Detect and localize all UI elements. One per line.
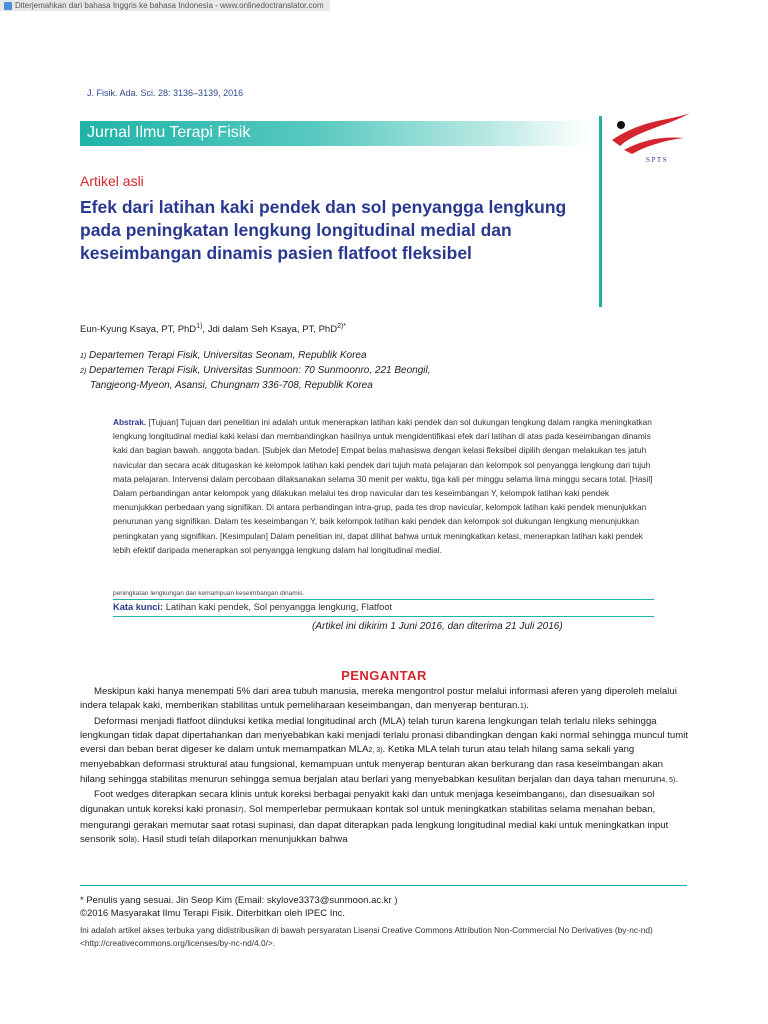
author-2-affil: 2)*	[337, 323, 347, 330]
affiliations	[80, 349, 431, 393]
authors	[80, 323, 346, 335]
paragraph-3	[80, 788, 688, 848]
author-separator: ,	[202, 324, 208, 336]
ref-8: 8)	[130, 836, 137, 844]
copyright: ©2016 Masyarakat Ilmu Terapi Fisik. Diterbitkan oleh IPEC Inc.	[80, 908, 346, 919]
ref-4-5: 4, 5)	[661, 776, 676, 784]
author-1-affil: 1)	[196, 323, 203, 330]
ref-2-3: 2, 3)	[368, 747, 383, 755]
keywords-label: Kata kunci:	[113, 602, 164, 612]
logo-swoosh-lower	[624, 138, 684, 155]
ref-7: 7)	[237, 807, 244, 815]
footnote-rule	[80, 885, 687, 886]
paragraph-3-text-b: , dan disesuaikan sol digunakan untuk koreksi kaki pronasi	[80, 789, 655, 816]
affil-2-number: 2)	[80, 368, 87, 375]
keywords	[113, 602, 392, 612]
abstract	[113, 415, 656, 557]
ref-6: 6)	[558, 792, 565, 800]
author-1: Eun-Kyung Ksaya, PT, PhD	[80, 324, 197, 336]
paragraph-2-text-a: Deformasi menjadi flatfoot diinduksi ketika medial longitudinal arch (MLA) telah turun karena lengkungan telah terlalu rileks sehingga lengkungan tidak dapat dipertahankan dan menyebabkan kaki menjadi terlalu pronasi dibandingkan dengan kaki normal sehingga muncul tumit eversi dan beban berat digeser ke dalam untuk memampatkan MLA	[80, 715, 689, 756]
paragraph-3-text-d: . Hasil studi telah dilaporkan menunjukkan bahwa	[136, 833, 348, 845]
corresponding-author: * Penulis yang sesuai. Jin Seop Kim (Email: skylove3373@sunmoon.ac.kr )	[80, 895, 398, 906]
translator-banner[interactable]	[0, 0, 330, 11]
paragraph-2-text-b: . Ketika MLA telah turun atau telah hilang sama sekali yang menyebabkan deformasi struktural atau fungsional, kemampuan untuk menyerap benturan akan berkurang dan rasa keseimbangan akan hilang sehingga stabilitas menurun sehingga semua berjalan atau berlari yang menyebabkan kesulitan berjalan dan daya tahan menurun	[80, 744, 663, 785]
translator-banner-text[interactable]: Diterjemahkan dari bahasa Inggris ke bahasa Indonesia - www.onlinedoctranslator.com	[15, 1, 324, 10]
body-text	[80, 685, 688, 848]
received-dates: (Artikel ini dikirim 1 Juni 2016, dan diterima 21 Juli 2016)	[312, 621, 563, 632]
logo-text: S P T S	[646, 156, 667, 164]
paragraph-2	[80, 715, 688, 788]
abstract-rule-top	[113, 599, 654, 600]
spts-logo	[602, 110, 692, 170]
paragraph-1	[80, 685, 688, 715]
paragraph-1-end: .	[526, 700, 529, 712]
abstract-trailing-line: peningkatan lengkungan dan kemampuan keseimbangan dinamis.	[113, 590, 305, 597]
paragraph-2-end: .	[675, 773, 679, 785]
abstract-text: [Tujuan] Tujuan dari penelitian ini adalah untuk menerapkan latihan kaki pendek dan sol dukungan lengkung dalam rangka meningkatkan lengkung longitudinal medial kaki kelasi dan membandingkan hasilnya untuk mengidentifikasi efek dari latihan di atas pada keseimbangan dinamis kaki dan bagian bawah. anggota badan. [Subjek dan Metode] Empat belas mahasiswa dengan kelasi fleksibel dipilih dengan melakukan tes jatuh navicular dan secara acak ditugaskan ke kelompok latihan kaki pendek dari tujuh mata pelajaran dan kelompok sol penyangga lengkung dari tujuh mata pelajaran. Intervensi dalam percobaan dilaksanakan selama 30 menit per waktu, tiga kali per minggu selama lima minggu secara total. [Hasil] Dalam perbandingan antar kelompok yang dilakukan melalui tes drop navicular dan tes keseimbangan Y, kelompok latihan kaki pendek menunjukkan perbedaan yang signifikan. Di antara perbandingan intra-grup, pada tes drop navicular, kelompok latihan kaki pendek menunjukkan penurunan yang signifikan. Dalam tes keseimbangan Y, baik kelompok latihan kaki pendek dan kelompok sol dukungan lengkung menunjukkan peningkatan yang signifikan. [Kesimpulan] Dalam penelitian ini, dapat dilihat bahwa untuk meningkatkan kelasi, menerapkan latihan kaki pendek lebih efektif daripada menerapkan sol penyangga lengkung dalam hal longitudinal medial.	[113, 417, 653, 555]
translator-icon	[4, 2, 12, 10]
abstract-label: Abstrak.	[113, 417, 147, 427]
paragraph-3-text-a: Foot wedges diterapkan secara klinis untuk koreksi berbagai penyakit kaki dan untuk menjaga keseimbangan	[94, 789, 559, 801]
license-text: Ini adalah artikel akses terbuka yang didistribusikan di bawah persyaratan Lisensi Creative Commons Attribution Non-Commercial No Derivatives (by-nc-nd) <http://creativecommons.org/licenses/by-nc-nd/4.0/>.	[80, 925, 653, 948]
article-title: Efek dari latihan kaki pendek dan sol penyangga lengkung pada peningkatan lengkung longitudinal medial dan keseimbangan dinamis pasien flatfoot fleksibel	[80, 197, 567, 263]
keywords-text: Latihan kaki pendek, Sol penyangga lengkung, Flatfoot	[163, 602, 393, 612]
affil-2-line-2: Tangjeong-Myeon, Asansi, Chungnam 336-708, Republik Korea	[90, 380, 373, 391]
paragraph-1-text: Meskipun kaki hanya menempati 5% dari area tubuh manusia, mereka mengontrol postur melalui informasi aferen yang diperoleh melalui indera telapak kaki, memberikan stabilitas untuk pemeliharaan keseimbangan, dan menyerap benturan.	[80, 686, 677, 712]
journal-header-bar	[80, 121, 590, 146]
logo-figure-head	[617, 121, 625, 129]
affil-1-number: 1)	[80, 353, 87, 360]
journal-citation: J. Fisik. Ada. Sci. 28: 3136–3139, 2016	[87, 88, 244, 98]
article-type: Artikel asli	[80, 173, 144, 189]
footnote	[80, 894, 688, 920]
journal-name: Jurnal Ilmu Terapi Fisik	[87, 124, 251, 141]
affil-1: Departemen Terapi Fisik, Universitas Seonam, Republik Korea	[86, 350, 367, 361]
author-2: Jdi dalam Seh Ksaya, PT, PhD	[207, 324, 338, 336]
section-heading: PENGANTAR	[341, 668, 427, 683]
ref-1: 1)	[519, 703, 527, 711]
paragraph-3-text-c: . Sol memperlebar permukaan kontak sol untuk meningkatkan stabilitas selama menahan beban, mengurangi gerakan memutar saat rotasi supinasi, dan dapat diterapkan pada lengkung longitudinal medial kaki untuk meningkatkan input sensorik sol	[80, 804, 669, 845]
affil-2-line-1: Departemen Terapi Fisik, Universitas Sunmoon: 70 Sunmoonro, 221 Beongil,	[86, 365, 431, 376]
abstract-rule-bottom	[113, 616, 654, 617]
